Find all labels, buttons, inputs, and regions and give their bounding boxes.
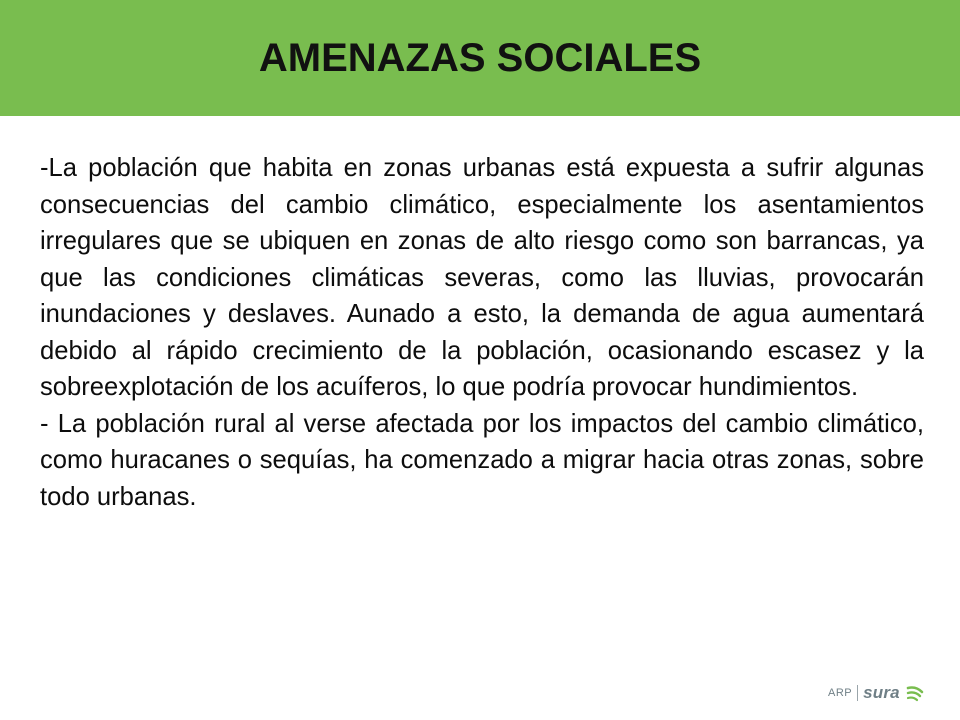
logo-arp-text: ARP: [828, 687, 853, 699]
slide-title: AMENAZAS SOCIALES: [258, 36, 702, 80]
paragraph-urban: -La población que habita en zonas urbanas está expuesta a sufrir algunas consecuencias del cambio climático, especialmente los asentamientos irregulares que se ubiquen en zonas de alto riesgo como son barrancas, ya que las condiciones climáticas severas, como las lluvias, provocarán inundaciones y deslaves. Aunado a esto, la demanda de agua aumentará debido al rápido crecimiento de la población, ocasionando escasez y la sobreexplotación de los acuíferos, lo que podría provocar hundimientos.: [40, 154, 924, 401]
paragraph-rural: - La población rural al verse afectada por los impactos del cambio climático, como huracanes o sequías, ha comenzado a migrar hacia otras zonas, sobre todo urbanas.: [40, 409, 924, 511]
arp-sura-logo: [828, 682, 940, 704]
logo-brand-text: sura: [863, 683, 900, 702]
slide-body: [40, 150, 924, 515]
logo-divider: [857, 685, 858, 701]
sura-swoosh-icon: [905, 683, 925, 703]
